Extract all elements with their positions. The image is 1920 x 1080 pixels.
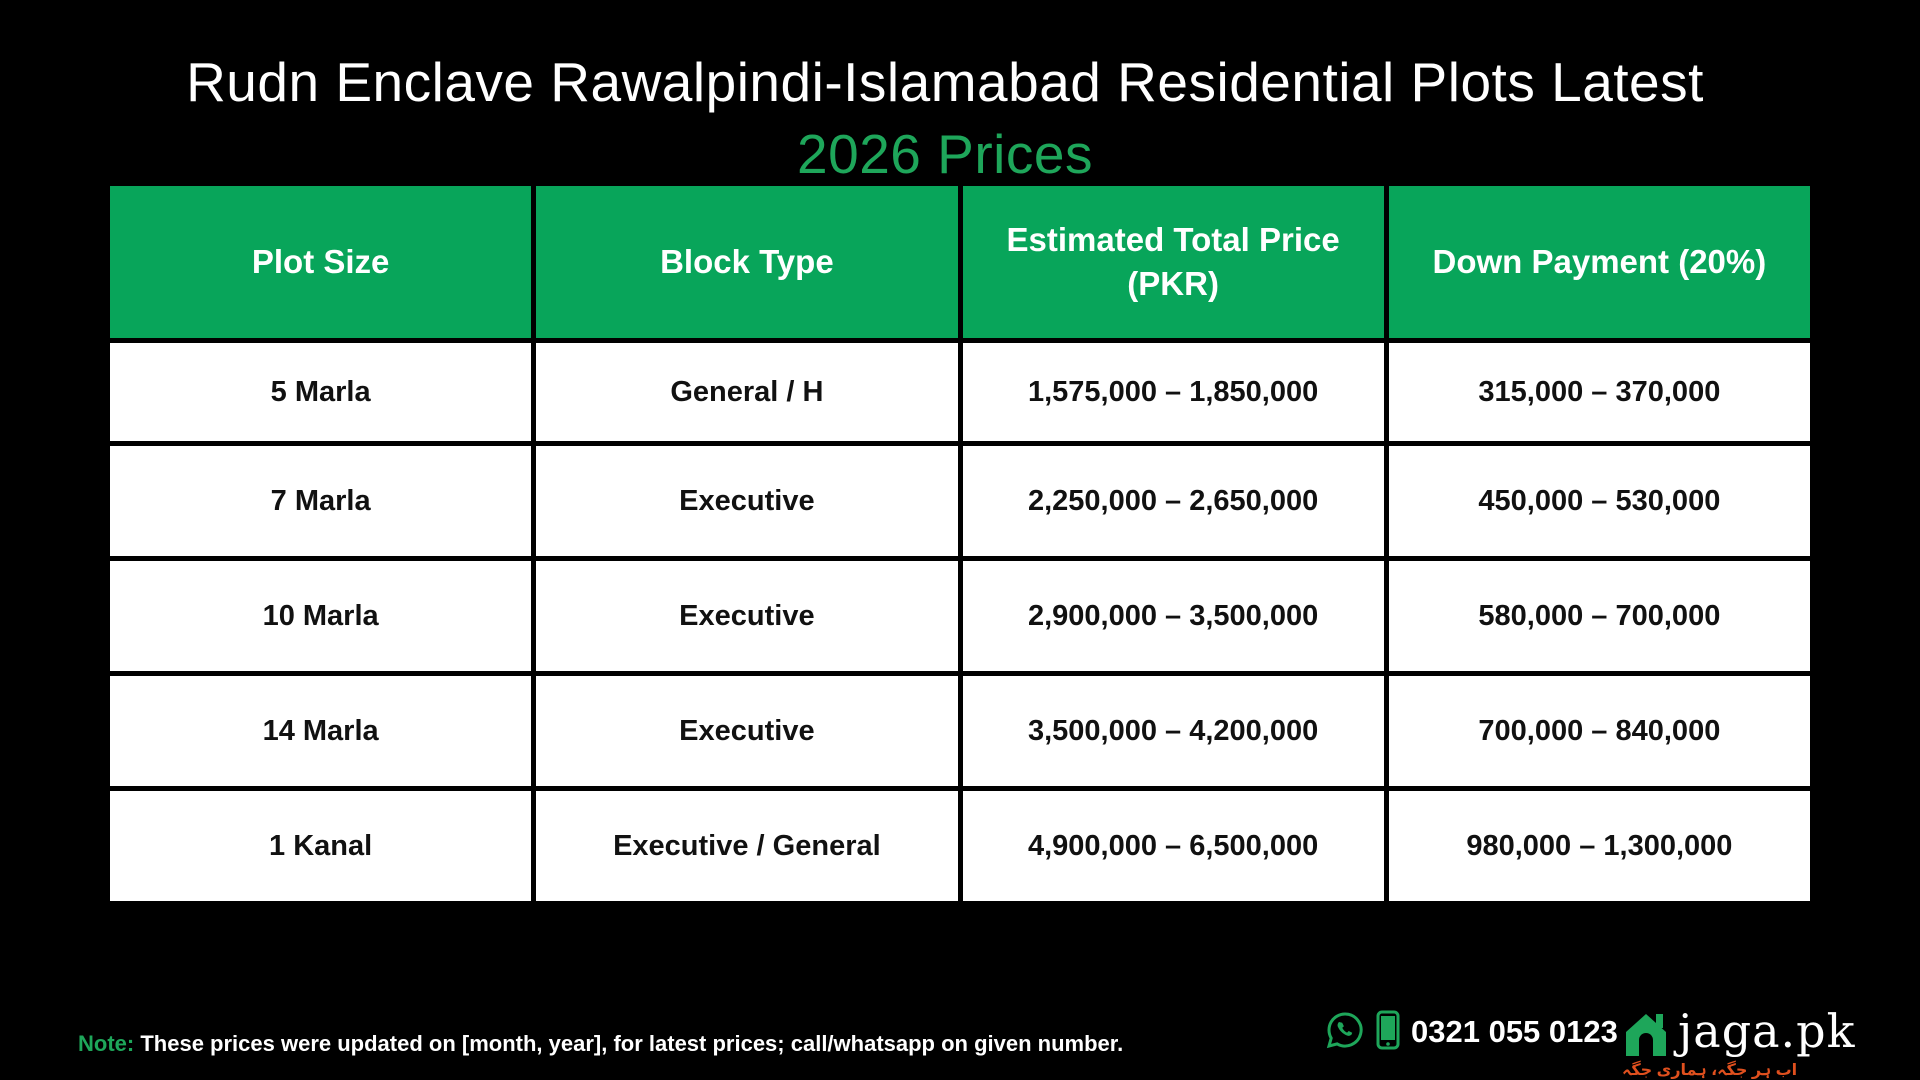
page-title [0,46,1890,190]
cell-total-price: 4,900,000 – 6,500,000 [963,791,1384,901]
note-text: These prices were updated on [month, year], for latest prices; call/whatsapp on given number. [140,1031,1124,1056]
cell-block-type: Executive [536,676,957,786]
cell-plot-size: 5 Marla [110,343,531,441]
table-row [110,343,1810,441]
column-header-down-payment: Down Payment (20%) [1389,186,1810,338]
cell-plot-size: 1 Kanal [110,791,531,901]
column-header-block-type: Block Type [536,186,957,338]
cell-down-payment: 700,000 – 840,000 [1389,676,1810,786]
column-header-plot-size: Plot Size [110,186,531,338]
brand-name: jaga.pk [1678,1004,1856,1058]
column-header-total-price: Estimated Total Price (PKR) [963,186,1384,338]
cell-block-type: Executive / General [536,791,957,901]
cell-total-price: 1,575,000 – 1,850,000 [963,343,1384,441]
phone-number: 0321 055 0123 [1411,1014,1618,1049]
table-row [110,561,1810,671]
house-logo-icon [1622,1008,1670,1065]
cell-total-price: 2,250,000 – 2,650,000 [963,446,1384,556]
cell-total-price: 3,500,000 – 4,200,000 [963,676,1384,786]
table-row [110,446,1810,556]
mobile-phone-icon [1375,1010,1401,1055]
cell-total-price: 2,900,000 – 3,500,000 [963,561,1384,671]
cell-down-payment: 315,000 – 370,000 [1389,343,1810,441]
price-table [105,181,1815,906]
cell-down-payment: 580,000 – 700,000 [1389,561,1810,671]
brand-tagline: اب ہر جگہ، ہماری جگہ [1622,1062,1798,1079]
table-row [110,676,1810,786]
cell-block-type: General / H [536,343,957,441]
footer-note [78,1031,1123,1057]
cell-plot-size: 10 Marla [110,561,531,671]
cell-down-payment: 450,000 – 530,000 [1389,446,1810,556]
table-row [110,791,1810,901]
title-line-2: 2026 Prices [797,123,1093,185]
contact-info [1325,1010,1618,1054]
brand-logo [1620,1004,1856,1080]
whatsapp-icon [1325,1010,1365,1055]
cell-down-payment: 980,000 – 1,300,000 [1389,791,1810,901]
note-label: Note: [78,1031,135,1056]
cell-plot-size: 7 Marla [110,446,531,556]
title-line-1: Rudn Enclave Rawalpindi-Islamabad Residential Plots Latest [186,51,1704,113]
table-header-row [110,186,1810,338]
cell-block-type: Executive [536,446,957,556]
cell-plot-size: 14 Marla [110,676,531,786]
cell-block-type: Executive [536,561,957,671]
